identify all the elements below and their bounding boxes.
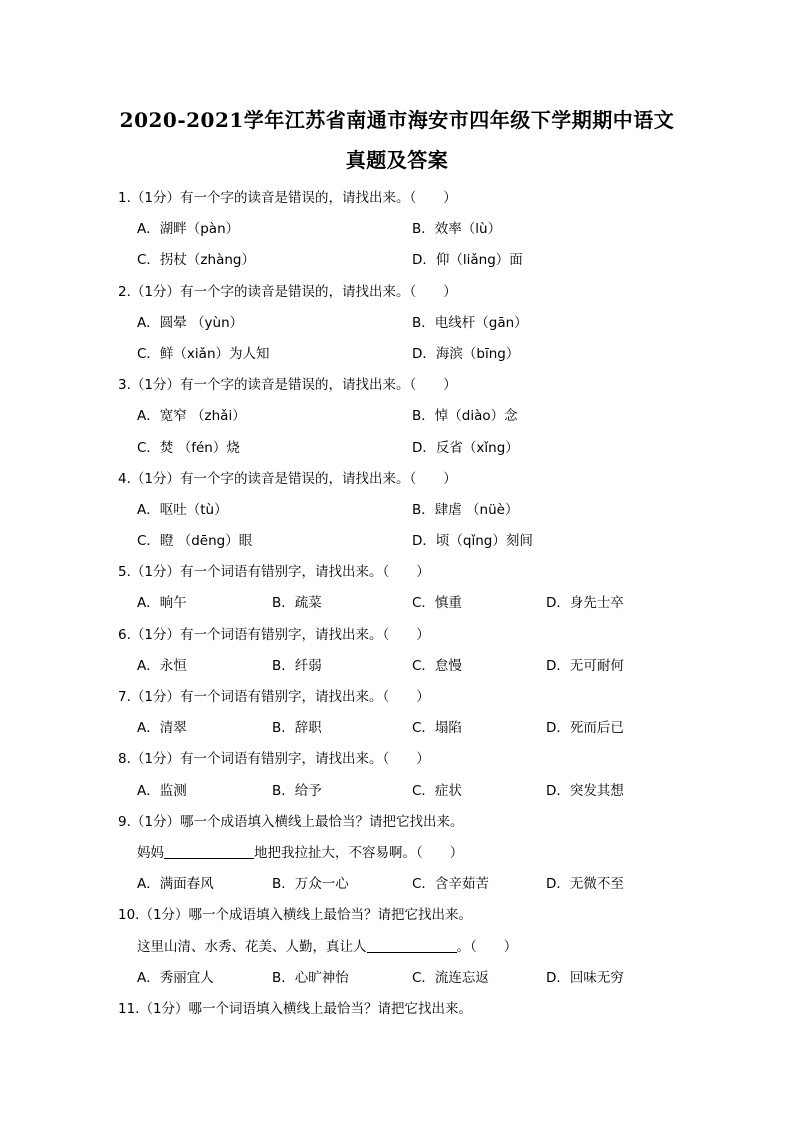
question-stem: 5.（1分）有一个词语有错别字，请找出来。（ ） [118, 564, 430, 581]
option-d: D．仰（liǎng）面 [412, 252, 523, 269]
document-title-line-1: 2020-2021学年江苏省南通市海安市四年级下学期期中语文 [119, 108, 675, 132]
option-b: B．辞职 [272, 720, 322, 737]
sentence-before: 这里山清、水秀、花美、人勤，真让人 [137, 938, 367, 955]
fill-in-sentence [118, 838, 698, 869]
answer-blank [367, 938, 457, 953]
option-a: A．秀丽宜人 [137, 969, 214, 986]
document-title-line-2: 真题及答案 [345, 148, 449, 172]
question-stem: 10.（1分）哪一个成语填入横线上最恰当？请把它找出来。 [118, 907, 473, 924]
sentence-after: 。（ ） [456, 938, 518, 955]
option-a: A．永恒 [137, 657, 187, 674]
option-b: B．肆虐 （nüè） [412, 501, 519, 518]
question-stem: 2.（1分）有一个字的读音是错误的，请找出来。（ ） [118, 283, 457, 300]
question-stem: 8.（1分）有一个词语有错别字，请找出来。（ ） [118, 751, 430, 768]
option-c: C．拐杖（zhàng） [137, 252, 255, 269]
option-c: C．流连忘返 [412, 969, 489, 986]
sentence-after: 地把我拉扯大，不容易啊。（ ） [254, 844, 464, 861]
option-b: B．效率（lù） [412, 221, 502, 238]
option-d: D．回味无穷 [546, 969, 624, 986]
option-a: A．监测 [137, 782, 187, 799]
question-stem: 6.（1分）有一个词语有错别字，请找出来。（ ） [118, 626, 430, 643]
option-a: A．清翠 [137, 720, 187, 737]
option-d: D．海滨（bīng） [412, 345, 520, 362]
option-d: D．突发其想 [546, 782, 624, 799]
option-c: C．症状 [412, 782, 462, 799]
option-d: D．反省（xǐng） [412, 439, 519, 456]
option-d: D．无微不至 [546, 876, 624, 893]
option-d: D．身先士卒 [546, 595, 624, 612]
question-stem: 1.（1分）有一个字的读音是错误的，请找出来。（ ） [118, 190, 457, 206]
option-b: B．心旷神怡 [272, 969, 349, 986]
sentence-before: 妈妈 [137, 844, 164, 861]
question-stem: 7.（1分）有一个词语有错别字，请找出来。（ ） [118, 689, 430, 705]
option-c: C．鲜（xiǎn）为人知 [137, 345, 270, 362]
option-d: D．顷（qǐng）刻间 [412, 533, 533, 550]
option-c: C．怠慢 [412, 657, 462, 674]
answer-blank [164, 844, 254, 859]
question-stem: 3.（1分）有一个字的读音是错误的，请找出来。（ ） [118, 377, 457, 394]
option-a: A．圆晕 （yùn） [137, 314, 244, 331]
option-c: C．含辛茹苦 [412, 876, 489, 893]
question-stem: 11.（1分）哪一个词语填入横线上最恰当？请把它找出来。 [118, 1000, 473, 1017]
option-a: A．宽窄 （zhǎi） [137, 408, 246, 425]
option-c: C．焚 （fén）烧 [137, 439, 240, 456]
option-b: B．电线杆（gān） [412, 314, 528, 331]
option-a: A．满面春风 [137, 876, 214, 893]
fill-in-sentence [118, 932, 698, 963]
question-list [118, 183, 698, 1025]
option-b: B．给予 [272, 782, 322, 799]
option-c: C．塌陷 [412, 720, 462, 737]
option-b: B．纤弱 [272, 657, 322, 674]
option-d: D．死而后已 [546, 720, 624, 737]
option-a: A．呕吐（tù） [137, 501, 228, 518]
option-c: C．瞪 （dēng）眼 [137, 533, 253, 550]
option-c: C．慎重 [412, 595, 462, 612]
option-a: A．湖畔（pàn） [137, 221, 240, 238]
option-b: B．万众一心 [272, 876, 349, 893]
option-b: B．悼（diào）念 [412, 408, 518, 425]
option-d: D．无可耐何 [546, 657, 624, 674]
option-b: B．疏菜 [272, 595, 322, 612]
option-a: A．晌午 [137, 595, 187, 612]
question-stem: 9.（1分）哪一个成语填入横线上最恰当？请把它找出来。 [118, 813, 464, 830]
question-stem: 4.（1分）有一个字的读音是错误的，请找出来。（ ） [118, 470, 457, 487]
